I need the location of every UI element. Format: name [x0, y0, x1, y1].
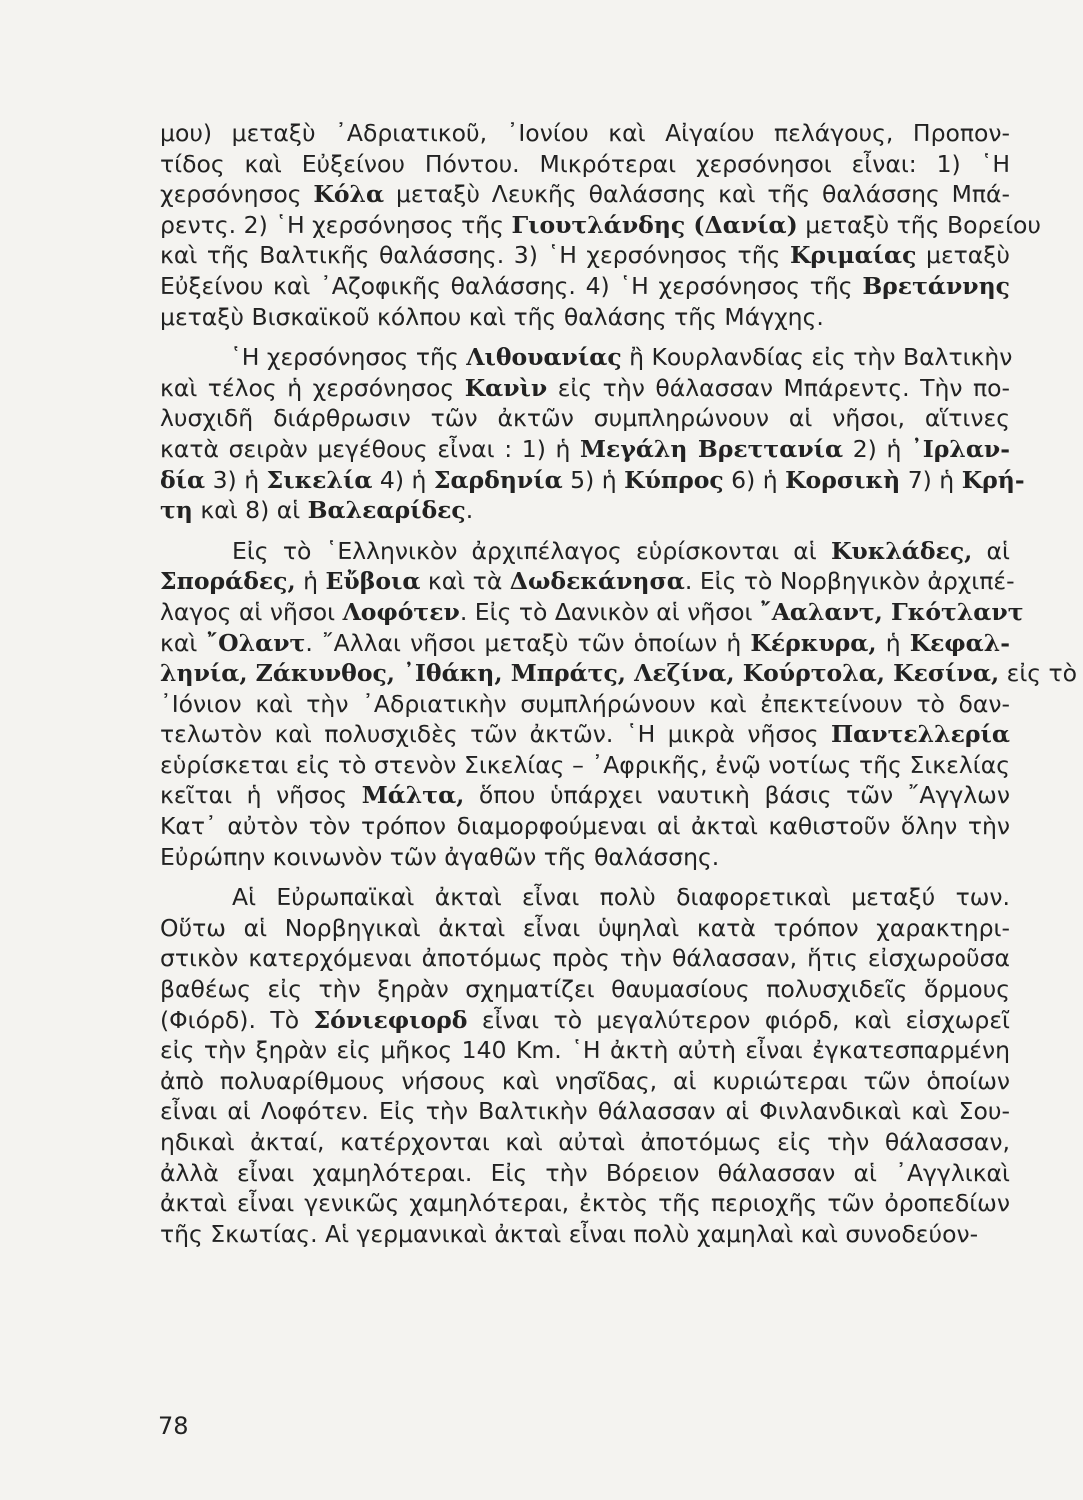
bold-place-name: Κυκλάδες, [830, 536, 973, 565]
text-run: καὶ [160, 628, 207, 657]
text-line [160, 1158, 1010, 1189]
text-run: ρεντς. 2) ῾Η χερσόνησος τῆς [160, 210, 512, 239]
text-run: εἶναι τὸ μεγαλύτερον φιόρδ, καὶ εἰσχωρεῖ [467, 1005, 1010, 1034]
text-line [160, 465, 1025, 496]
bold-place-name: Κρή- [961, 465, 1025, 494]
text-run: ἡ [876, 628, 910, 657]
text-run: τελωτὸν καὶ πολυσχιδὲς τῶν ἀκτῶν. ῾Η μικρὰ νῆσος [160, 720, 831, 749]
text-run: καὶ 8) αἱ [192, 496, 308, 525]
text-run: κατὰ σειρὰν μεγέθους εἶναι : 1) ἡ [160, 434, 581, 463]
text-run: . Εἰς τὸ Νορβηγικὸν ἀρχιπέ- [684, 567, 1015, 596]
text-run: . Εἰς τὸ Δανικὸν αἱ νῆσοι [459, 597, 760, 626]
text-line [160, 913, 1010, 944]
text-run: Εἰς τὸ ῾Ελληνικὸν ἀρχιπέλαγος εὑρίσκονται αἱ [232, 536, 831, 565]
bold-place-name: Σαρδηνία [433, 465, 563, 494]
text-run: ἀπὸ πολυαρίθμους νήσους καὶ νησῖδας, αἱ κυριώτεραι τῶν ὁποίων [160, 1066, 1010, 1095]
text-run: λυσχιδῆ διάρθρωσιν τῶν ἀκτῶν συμπληρώνουν αἱ νῆσοι, αἵτινες [160, 404, 1010, 433]
text-run: μου) μεταξὺ ᾿Αδριατικοῦ, ᾿Ιονίου καὶ Αἰγαίου πελάγους, Προπον- [160, 119, 1010, 147]
text-run: Αἱ Εὐρωπαϊκαὶ ἀκταὶ εἶναι πολὺ διαφορετικαὶ μεταξύ των. [232, 883, 1010, 912]
text-run: εἶναι αἱ Λοφότεν. Εἰς τὴν Βαλτικὴν θάλασσαν αἱ Φινλανδικαὶ καὶ Σου- [160, 1097, 1010, 1126]
text-run: Κατ᾿ αὐτὸν τὸν τρόπον διαμορφούμεναι αἱ ἀκταὶ καθιστοῦν ὅλην τὴν [160, 812, 1010, 841]
text-run: ἡ [295, 567, 326, 596]
text-line [160, 597, 1024, 628]
text-line [160, 943, 1010, 974]
text-run: 5) ἡ [562, 465, 625, 494]
text-run: στικὸν κατερχόμεναι ἀποτόμως πρὸς τὴν θάλασσαν, ἥτις εἰσχωροῦσα [160, 944, 1010, 973]
text-run: καὶ τὰ [420, 567, 510, 596]
page-text [160, 118, 1078, 1249]
text-run: ὅπου ὑπάρχει ναυτικὴ βάσις τῶν ῎Αγγλων [464, 781, 1010, 810]
text-run: εἰς τὴν ξηρὰν εἰς μῆκος 140 Km. ῾Η ἀκτὴ αὐτὴ εἶναι ἐγκατεσπαρμένη [160, 1036, 1010, 1065]
text-run: ἀκταὶ εἶναι γενικῶς χαμηλότεραι, ἐκτὸς τῆς περιοχῆς τῶν ὀροπεδίων [160, 1189, 1010, 1218]
text-line [160, 882, 1010, 913]
bold-place-name: Κύπρος [624, 465, 724, 494]
paragraph-3 [160, 536, 1078, 873]
text-line [160, 118, 1010, 149]
text-run: μεταξὺ Λευκῆς θαλάσσης καὶ τῆς θαλάσσης Μπά- [384, 180, 1011, 209]
text-run: τῆς Σκωτίας. Αἱ γερμανικαὶ ἀκταὶ εἶναι πολὺ χαμηλαὶ καὶ συνοδεύον- [160, 1219, 979, 1248]
bold-place-name: Κριμαίας [789, 241, 917, 270]
bold-place-name: Κέρκυρα, [750, 628, 877, 657]
page-number: 78 [158, 1412, 189, 1440]
bold-place-name: Λοφότεν [342, 597, 460, 626]
text-run: ῾Η χερσόνησος τῆς [230, 343, 467, 372]
text-line [160, 342, 1013, 373]
text-line [160, 1066, 1010, 1097]
text-run: Εὐρώπην κοινωνὸν τῶν ἀγαθῶν τῆς θαλάσσης. [160, 842, 720, 871]
text-line [160, 1219, 1010, 1250]
text-line [160, 1096, 1010, 1127]
text-line [160, 1188, 1010, 1219]
bold-place-name: ᾿Ιρλαν- [910, 434, 1010, 463]
text-run: εἰς τὴν θάλασσαν Μπάρεντς. Τὴν πο- [547, 373, 1010, 402]
text-line [160, 658, 1078, 689]
text-run: βαθέως εἰς τὴν ξηρὰν σχηματίζει θαυμασίους πολυσχιδεῖς ὅρμους [160, 975, 1010, 1004]
text-line [160, 536, 1010, 567]
text-run: . [465, 496, 474, 525]
text-run: (Φιόρδ). Τὸ [160, 1005, 314, 1034]
text-line [160, 210, 1042, 241]
text-line [160, 750, 1010, 781]
text-run: μεταξὺ [916, 241, 1010, 270]
text-run: καὶ τῆς Βαλτικῆς θαλάσσης. 3) ῾Η χερσόνησος τῆς [160, 241, 790, 270]
bold-place-name: Βρετάννης [862, 271, 1010, 300]
text-line [160, 689, 1010, 720]
text-line [160, 719, 1010, 750]
text-line [160, 628, 1010, 659]
text-line [160, 780, 1010, 811]
bold-place-name: Λιθουανίας [466, 343, 622, 372]
text-run: λαγος αἱ νῆσοι [160, 597, 343, 626]
bold-place-name: Μεγάλη Βρεττανία [580, 434, 844, 463]
text-run: ἢ Κουρλανδίας εἰς τὴν Βαλτικὴν [621, 343, 1013, 372]
text-line [160, 566, 1015, 597]
text-run: 6) ἡ [723, 465, 786, 494]
text-line [160, 1005, 1010, 1036]
text-line [160, 240, 1010, 271]
bold-place-name: Κανὶν [464, 373, 548, 402]
bold-place-name: Κορσικὴ [785, 465, 901, 494]
bold-place-name: Σικελία [266, 465, 373, 494]
text-line [160, 1127, 1010, 1158]
text-line [160, 974, 1010, 1005]
text-run: ηδικαὶ ἀκταί, κατέρχονται καὶ αὐταὶ ἀποτόμως εἰς τὴν θάλασσαν, [160, 1128, 1010, 1156]
bold-place-name: Εὔβοια [325, 567, 421, 596]
bold-place-name: Σποράδες, [160, 567, 296, 596]
text-line [160, 403, 1010, 434]
bold-place-name: ληνία, Ζάκυνθος, ᾿Ιθάκη, Μπράτς, Λεζίνα, Κούρτολα, Κεσίνα, [160, 659, 1000, 688]
text-run: 7) ἡ [900, 465, 962, 494]
text-run: εὑρίσκεται εἰς τὸ στενὸν Σικελίας – ᾿Αφρικῆς, ἐνῷ νοτίως τῆς Σικελίας [160, 750, 1010, 779]
bold-place-name: ῎Ααλαντ, Γκότλαντ [759, 597, 1024, 626]
bold-place-name: τη [160, 496, 193, 525]
text-line [160, 271, 1010, 302]
text-line [160, 302, 1010, 333]
text-line [160, 1035, 1010, 1066]
text-run: ἀλλὰ εἶναι χαμηλότεραι. Εἰς τὴν Βόρειον θάλασσαν αἱ ᾿Αγγλικαὶ [160, 1158, 1010, 1187]
bold-place-name: Μάλτα, [361, 781, 465, 810]
bold-place-name: ῎Ολαντ [206, 628, 306, 657]
text-line [160, 495, 1010, 526]
text-run: μεταξὺ Βισκαϊκοῦ κόλπου καὶ τῆς θαλάσης τῆς Μάγχης. [160, 302, 824, 331]
bold-place-name: Γιουτλάνδης (Δανία) [511, 210, 798, 239]
bold-place-name: Δωδεκάνησα [509, 567, 685, 596]
bold-place-name: Κεφαλ- [909, 628, 1010, 657]
bold-place-name: Κόλα [313, 180, 385, 209]
text-run: καὶ τέλος ἡ χερσόνησος [160, 373, 465, 402]
text-run: Εὐξείνου καὶ ᾿Αζοφικῆς θαλάσσης. 4) ῾Η χερσόνησος τῆς [160, 271, 863, 300]
paragraph-4 [160, 882, 1010, 1249]
text-line [160, 179, 1010, 210]
text-run: τίδος καὶ Εὐξείνου Πόντου. Μικρότεραι χερσόνησοι εἶναι: 1) ῾Η [160, 149, 1010, 178]
text-run: 4) ἡ [372, 465, 434, 494]
text-run: μεταξὺ τῆς Βορείου [797, 210, 1042, 239]
text-line [160, 842, 1010, 873]
bold-place-name: Παντελλερία [830, 720, 1010, 749]
bold-place-name: δία [160, 465, 206, 494]
text-line [160, 434, 1010, 465]
text-run: ᾿Ιόνιον καὶ τὴν ᾿Αδριατικὴν συμπλήρώνουν καὶ ἐπεκτείνουν τὸ δαν- [160, 689, 1010, 718]
text-run: εἰς τὸ [999, 659, 1078, 688]
text-run: 2) ἡ [843, 434, 911, 463]
bold-place-name: Βαλεαρίδες [307, 496, 466, 525]
text-run: Οὕτω αἱ Νορβηγικαὶ ἀκταὶ εἶναι ὑψηλαὶ κατὰ τρόπον χαρακτηρι- [160, 913, 1010, 942]
text-run: . ῎Αλλαι νῆσοι μεταξὺ τῶν ὁποίων ἡ [305, 628, 751, 657]
paragraph-2 [160, 342, 1025, 526]
text-line [160, 149, 1010, 180]
bold-place-name: Σόνιεφιορδ [313, 1005, 468, 1034]
text-run: κεῖται ἡ νῆσος [160, 781, 362, 810]
text-run: αἱ [972, 536, 1011, 565]
text-line [160, 373, 1010, 404]
paragraph-1 [160, 118, 1042, 332]
text-run: 3) ἡ [205, 465, 267, 494]
text-line [160, 811, 1010, 842]
text-run: χερσόνησος [160, 180, 314, 209]
